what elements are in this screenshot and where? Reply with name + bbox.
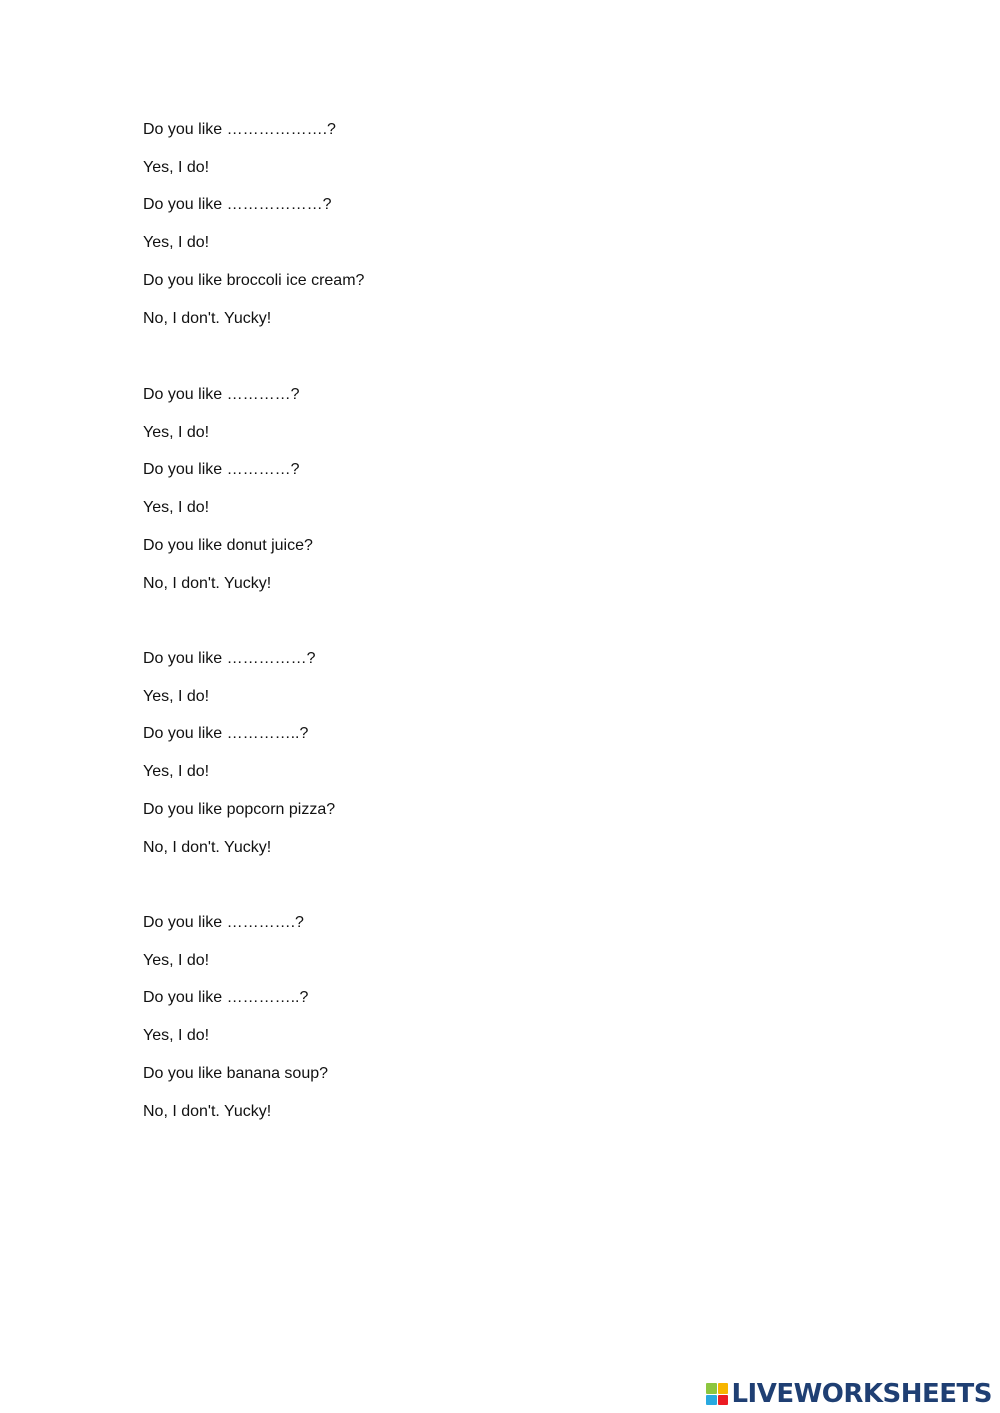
answer-line: No, I don't. Yucky! — [143, 839, 272, 856]
question-line: Do you like …………..? — [143, 725, 309, 742]
answer-line: Yes, I do! — [143, 499, 210, 516]
question-line: Do you like ……………? — [143, 650, 316, 667]
question-line: Do you like …………..? — [143, 989, 309, 1006]
question-line: Do you like …………? — [143, 461, 300, 478]
question-line: Do you like broccoli ice cream? — [143, 272, 365, 289]
answer-line: Yes, I do! — [143, 688, 210, 705]
liveworksheets-logo-icon — [706, 1383, 728, 1405]
answer-line: Yes, I do! — [143, 763, 210, 780]
answer-line: Yes, I do! — [143, 234, 210, 251]
question-line: Do you like …………? — [143, 386, 300, 403]
answer-line: Yes, I do! — [143, 159, 210, 176]
answer-line: No, I don't. Yucky! — [143, 575, 272, 592]
question-line: Do you like ……………….? — [143, 121, 336, 138]
liveworksheets-watermark — [706, 1381, 992, 1407]
answer-line: Yes, I do! — [143, 424, 210, 441]
question-line: Do you like ………………? — [143, 196, 332, 213]
question-line: Do you like banana soup? — [143, 1065, 329, 1082]
answer-line: Yes, I do! — [143, 952, 210, 969]
question-line: Do you like donut juice? — [143, 537, 313, 554]
answer-line: No, I don't. Yucky! — [143, 310, 272, 327]
answer-line: Yes, I do! — [143, 1027, 210, 1044]
watermark-text: LIVEWORKSHEETS — [731, 1379, 992, 1409]
question-line: Do you like ………….? — [143, 914, 304, 931]
question-line: Do you like popcorn pizza? — [143, 801, 336, 818]
answer-line: No, I don't. Yucky! — [143, 1103, 272, 1120]
